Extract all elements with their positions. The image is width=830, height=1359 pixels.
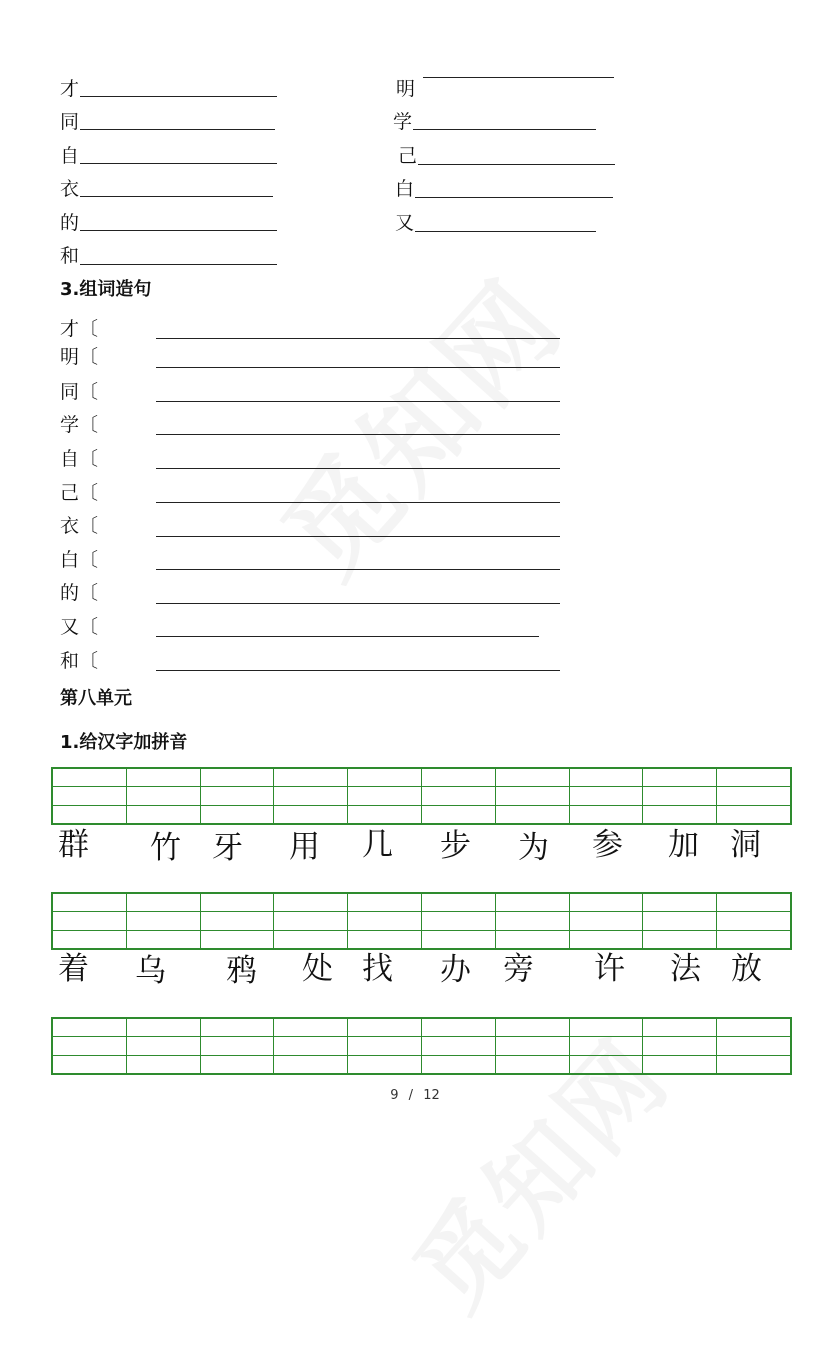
- blank-char: 和: [60, 245, 80, 267]
- sentence-label: 己〔: [60, 482, 99, 504]
- answer-blank[interactable]: [80, 96, 277, 97]
- exercise-title: 1.给汉字加拼音: [60, 732, 188, 753]
- sentence-label: 白〔: [60, 549, 99, 571]
- hanzi: 洞: [730, 827, 761, 863]
- sentence-line[interactable]: [156, 367, 560, 368]
- blank-char: 自: [60, 145, 80, 167]
- hanzi: 许: [594, 951, 625, 987]
- pinyin-grid[interactable]: [51, 767, 792, 825]
- blank-char: 己: [398, 145, 418, 167]
- hanzi: 参: [592, 827, 623, 863]
- answer-blank[interactable]: [413, 129, 596, 130]
- blank-char: 衣: [60, 178, 80, 200]
- answer-blank[interactable]: [415, 231, 596, 232]
- hanzi: 着: [58, 951, 89, 987]
- sentence-line[interactable]: [156, 569, 560, 570]
- blank-char: 又: [395, 212, 415, 234]
- blank-char: 学: [393, 111, 413, 133]
- sentence-label: 和〔: [60, 650, 99, 672]
- sentence-line[interactable]: [156, 636, 539, 637]
- blank-char: 明: [396, 78, 416, 100]
- sentence-line[interactable]: [156, 502, 560, 503]
- hanzi: 为: [518, 830, 549, 866]
- sentence-line[interactable]: [156, 670, 560, 671]
- sentence-label: 衣〔: [60, 515, 99, 537]
- blank-char: 的: [60, 212, 80, 234]
- answer-blank[interactable]: [80, 230, 277, 231]
- sentence-label: 同〔: [60, 381, 99, 403]
- hanzi: 找: [362, 951, 393, 987]
- hanzi: 竹: [150, 830, 181, 866]
- blank-char: 同: [60, 111, 80, 133]
- answer-blank[interactable]: [80, 196, 273, 197]
- hanzi: 办: [440, 952, 471, 988]
- blank-char: 白: [395, 178, 415, 200]
- sentence-line[interactable]: [156, 434, 560, 435]
- answer-blank[interactable]: [80, 264, 277, 265]
- hanzi: 鸦: [226, 953, 257, 989]
- answer-blank[interactable]: [423, 77, 614, 78]
- hanzi: 处: [302, 951, 333, 987]
- page-current: 9: [390, 1088, 399, 1103]
- answer-blank[interactable]: [415, 197, 613, 198]
- sentence-label: 明〔: [60, 346, 99, 368]
- hanzi: 乌: [135, 953, 166, 989]
- sentence-line[interactable]: [156, 338, 560, 339]
- sentence-label: 又〔: [60, 616, 99, 638]
- sentence-line[interactable]: [156, 536, 560, 537]
- pinyin-grid[interactable]: [51, 1017, 792, 1075]
- page-total: 12: [423, 1088, 440, 1103]
- hanzi: 几: [362, 827, 393, 863]
- hanzi: 加: [668, 827, 699, 863]
- hanzi: 旁: [503, 951, 534, 987]
- answer-blank[interactable]: [80, 129, 275, 130]
- unit-title: 第八单元: [60, 688, 132, 709]
- page-number: [0, 1088, 830, 1103]
- answer-blank[interactable]: [80, 163, 277, 164]
- hanzi: 步: [440, 828, 471, 864]
- hanzi: 放: [731, 951, 762, 987]
- hanzi: 群: [58, 827, 89, 863]
- sentence-label: 自〔: [60, 448, 99, 470]
- sentence-line[interactable]: [156, 468, 560, 469]
- sentence-label: 学〔: [60, 414, 99, 436]
- pinyin-grid[interactable]: [51, 892, 792, 950]
- sentence-line[interactable]: [156, 401, 560, 402]
- sentence-label: 才〔: [60, 318, 99, 340]
- blank-char: 才: [60, 78, 80, 100]
- answer-blank[interactable]: [418, 164, 615, 165]
- section-title: 3.组词造句: [60, 279, 152, 300]
- watermark: [241, 261, 589, 619]
- hanzi: 牙: [212, 830, 243, 866]
- hanzi: 用: [289, 829, 320, 865]
- page-separator: /: [408, 1088, 414, 1103]
- hanzi: 法: [670, 951, 701, 987]
- sentence-label: 的〔: [60, 582, 99, 604]
- sentence-line[interactable]: [156, 603, 560, 604]
